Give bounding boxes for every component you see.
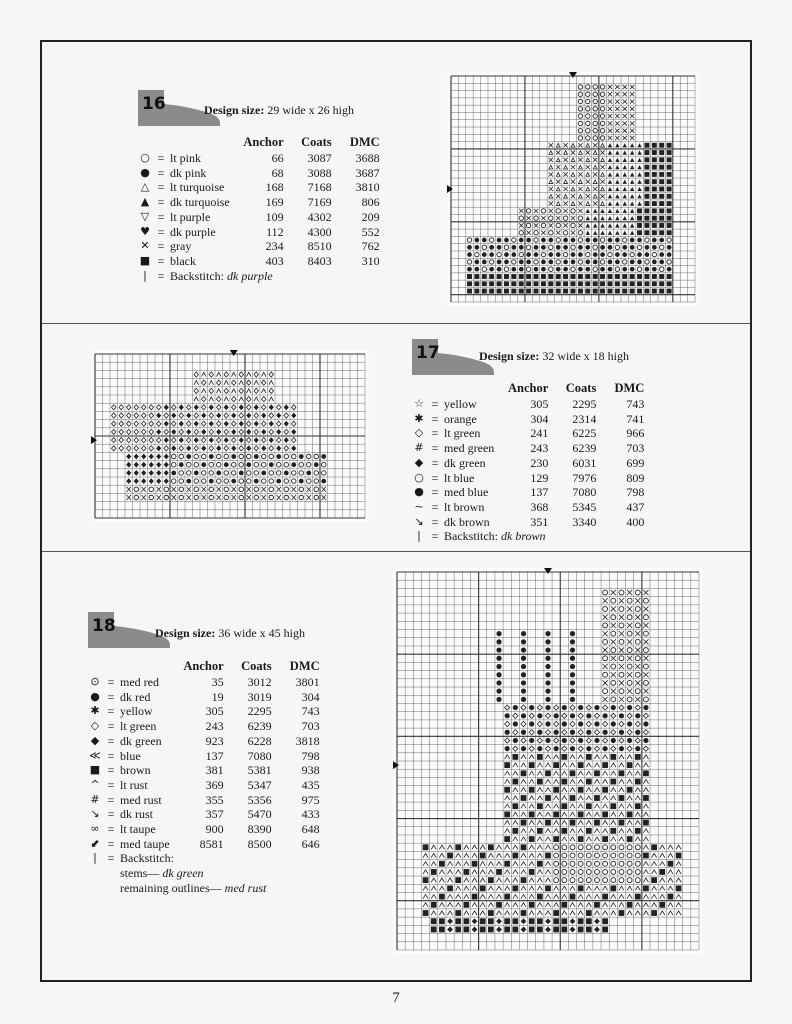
color-name: dk green [120,733,162,748]
dmc-number: 646 [301,836,320,851]
coats-number: 5356 [247,792,272,807]
dmc-number: 699 [626,455,645,470]
color-name: orange [444,411,477,426]
backstitch-label: Backstitch: [170,268,224,283]
stitch-symbol: ⬋ [90,836,100,850]
stitch-symbol: ○ [140,151,150,164]
stitch-symbol: ● [90,689,100,703]
anchor-number: 305 [205,704,224,719]
color-name: brown [120,763,151,778]
anchor-number: 403 [265,253,284,268]
column-header: Anchor [183,659,224,673]
coats-number: 6228 [247,733,272,748]
color-name: dk pink [170,165,207,180]
design-number: 17 [416,343,440,363]
design-number: 16 [142,94,166,114]
coats-number: 5381 [247,763,272,778]
color-row: ✱ = yellow 305 2295 743 [86,704,322,719]
coats-number: 2295 [247,704,272,719]
color-name: dk purple [170,224,216,239]
color-name: lt taupe [120,822,156,837]
color-name: yellow [120,704,153,719]
column-header: Anchor [508,381,549,395]
color-row: # = med rust 355 5356 975 [86,793,322,808]
column-header: DMC [349,135,380,149]
color-row: ↘ = dk brown 351 3340 400 [410,515,646,530]
cross-stitch-chart [447,72,699,306]
coats-number: 8390 [247,822,272,837]
color-name: lt green [444,426,481,441]
dmc-number: 552 [361,224,380,239]
color-row: ◆ = dk green 230 6031 699 [410,456,646,471]
dmc-number: 743 [301,704,320,719]
stitch-symbol: ♥ [140,224,150,238]
dmc-number: 433 [301,807,320,822]
column-header: Coats [241,659,272,673]
coats-number: 5347 [247,777,272,792]
design-size: Design size: 36 wide x 45 high [155,626,305,640]
anchor-number: 19 [211,689,224,704]
coats-number: 8500 [247,836,272,851]
coats-number: 3019 [247,689,272,704]
stitch-symbol: ▽ [140,209,150,223]
color-row: ↘ = dk rust 357 5470 433 [86,807,322,822]
color-name: med blue [444,485,489,500]
color-row: # = med green 243 6239 703 [410,441,646,456]
stitch-symbol: ◇ [90,719,100,733]
backstitch-color: med rust [224,880,267,895]
color-row: ● = dk red 19 3019 304 [86,690,322,705]
anchor-number: 369 [205,777,224,792]
anchor-number: 137 [205,748,224,763]
backstitch-row [86,866,322,881]
backstitch-row: | = Backstitch: dk brown [417,529,546,544]
anchor-number: 137 [530,485,549,500]
dmc-number: 743 [626,397,645,411]
color-name: black [170,253,196,268]
color-row: ● = med blue 137 7080 798 [410,485,646,500]
dmc-number: 809 [626,470,645,485]
anchor-number: 129 [530,470,549,485]
stitch-symbol: ■ [139,253,151,267]
coats-number: 2314 [572,411,597,426]
coats-number: 7976 [572,470,597,485]
dmc-number: 3818 [295,733,320,748]
stitch-symbol: ↘ [414,514,424,528]
anchor-number: 357 [205,807,224,822]
stitch-symbol: ~ [414,499,424,513]
backstitch-label: remaining outlines— [120,880,222,895]
stitch-symbol: ∞ [90,822,100,836]
dmc-number: 3687 [355,165,380,180]
anchor-number: 234 [265,239,284,254]
stitch-symbol: ▲ [140,195,150,209]
dmc-number: 938 [301,763,320,778]
stitch-symbol: ≪ [89,748,101,762]
backstitch-row: | = Backstitch: [93,851,174,866]
coats-number: 7168 [307,180,332,195]
color-row: ○ = lt blue 129 7976 809 [410,471,646,486]
color-row: ^ = lt rust 369 5347 435 [86,778,322,793]
coats-number: 8510 [307,239,332,254]
backstitch-row [86,881,322,896]
color-name: lt rust [120,777,148,792]
anchor-number: 230 [530,455,549,470]
anchor-number: 8581 [199,836,224,851]
section-divider [42,323,750,324]
color-row: ≪ = blue 137 7080 798 [86,749,322,764]
anchor-number: 355 [205,792,224,807]
dmc-number: 648 [301,822,320,837]
color-row: ✕ = gray 234 8510 762 [136,239,382,254]
dmc-number: 3688 [355,151,380,165]
dmc-number: 304 [301,689,320,704]
coats-number: 5345 [572,499,597,514]
dmc-number: 762 [361,239,380,254]
color-name: yellow [444,397,477,411]
cross-stitch-chart [91,350,369,522]
dmc-number: 703 [301,719,320,734]
dmc-number: 3801 [295,675,320,689]
stitch-symbol: ○ [414,470,424,484]
stitch-symbol: ✕ [140,239,150,253]
coats-number: 6225 [572,426,597,441]
anchor-number: 66 [271,151,284,165]
page-number: 7 [392,990,400,1006]
design-number: 18 [92,616,116,636]
color-row: ■ = brown 381 5381 938 [86,763,322,778]
coats-number: 6031 [572,455,597,470]
backstitch-label: stems— [120,866,160,881]
column-header: Anchor [243,135,284,149]
color-name: med red [120,675,159,689]
backstitch-color: dk purple [227,268,273,283]
color-name: dk red [120,689,151,704]
color-name: med green [444,441,495,456]
stitch-symbol: ⊙ [90,675,100,688]
dmc-number: 310 [361,253,380,268]
dmc-number: 966 [626,426,645,441]
stitch-symbol: ● [414,485,424,499]
stitch-symbol: ☆ [414,397,424,410]
backstitch-label: Backstitch: [120,851,174,866]
coats-number: 3088 [307,165,332,180]
color-row: ▽ = lt purple 109 4302 209 [136,210,382,225]
coats-number: 5470 [247,807,272,822]
column-header: Coats [301,135,332,149]
coats-number: 8403 [307,253,332,268]
color-row: ○ = lt pink 66 3087 3688 [136,151,382,166]
color-row: ◇ = lt green 241 6225 966 [410,426,646,441]
color-row: ~ = lt brown 368 5345 437 [410,500,646,515]
anchor-number: 109 [265,209,284,224]
color-name: lt blue [444,470,475,485]
color-name: dk green [444,455,486,470]
color-row: ⊙ = med red 35 3012 3801 [86,675,322,690]
design-size: Design size: 32 wide x 18 high [479,349,629,363]
color-name: lt brown [444,499,485,514]
stitch-symbol: ● [140,165,150,179]
coats-number: 3340 [572,514,597,529]
dmc-number: 400 [626,514,645,529]
color-name: dk turquoise [170,195,230,210]
anchor-number: 168 [265,180,284,195]
dmc-number: 806 [361,195,380,210]
stitch-symbol: ◇ [414,426,424,440]
design-size: Design size: 29 wide x 26 high [204,103,354,117]
coats-number: 6239 [247,719,272,734]
dmc-number: 741 [626,411,645,426]
backstitch-label: Backstitch: [444,529,498,544]
cross-stitch-chart [393,568,703,954]
color-row: ∞ = lt taupe 900 8390 648 [86,822,322,837]
dmc-number: 798 [626,485,645,500]
stitch-symbol: ✱ [90,704,100,718]
anchor-number: 68 [271,165,284,180]
stitch-symbol: △ [140,180,150,194]
color-row: ⬋ = med taupe 8581 8500 646 [86,837,322,852]
color-name: dk brown [444,514,490,529]
stitch-symbol: ◆ [414,455,424,469]
color-key-table [86,659,322,896]
anchor-number: 900 [205,822,224,837]
coats-number: 7080 [247,748,272,763]
color-row: ◇ = lt green 243 6239 703 [86,719,322,734]
stitch-symbol: ■ [89,763,101,777]
stitch-symbol: ↘ [90,807,100,821]
color-row: △ = lt turquoise 168 7168 3810 [136,180,382,195]
anchor-number: 305 [530,397,549,411]
color-name: lt green [120,719,157,734]
column-header: DMC [614,381,645,395]
dmc-number: 209 [361,209,380,224]
coats-number: 7080 [572,485,597,500]
stitch-symbol: # [90,792,100,806]
color-row: ■ = black 403 8403 310 [136,254,382,269]
anchor-number: 169 [265,195,284,210]
dmc-number: 975 [301,792,320,807]
coats-number: 3087 [307,151,332,165]
color-row: ✱ = orange 304 2314 741 [410,412,646,427]
coats-number: 2295 [572,397,597,411]
backstitch-color: dk brown [501,529,546,544]
stitch-symbol: ^ [90,777,100,791]
color-row: ♥ = dk purple 112 4300 552 [136,225,382,240]
dmc-number: 437 [626,499,645,514]
anchor-number: 243 [205,719,224,734]
anchor-number: 381 [205,763,224,778]
coats-number: 7169 [307,195,332,210]
coats-number: 3012 [247,675,272,689]
color-row: ▲ = dk turquoise 169 7169 806 [136,195,382,210]
color-name: dk rust [120,807,153,822]
color-key-table [136,135,382,283]
anchor-number: 112 [266,224,284,239]
coats-number: 4302 [307,209,332,224]
dmc-number: 703 [626,441,645,456]
color-row: ☆ = yellow 305 2295 743 [410,397,646,412]
color-row: ◆ = dk green 923 6228 3818 [86,734,322,749]
coats-number: 4300 [307,224,332,239]
column-header: Coats [565,381,597,395]
color-name: med rust [120,792,162,807]
color-name: gray [170,239,192,254]
stitch-symbol: ✱ [414,411,424,425]
anchor-number: 35 [211,675,224,689]
anchor-number: 351 [530,514,549,529]
anchor-number: 368 [530,499,549,514]
anchor-number: 243 [530,441,549,456]
stitch-symbol: # [414,441,424,455]
color-key-table [410,381,646,544]
backstitch-row: | = Backstitch: dk purple [143,268,273,283]
color-name: lt turquoise [170,180,225,195]
color-row: ● = dk pink 68 3088 3687 [136,166,382,181]
color-name: lt pink [170,151,202,165]
dmc-number: 3810 [355,180,380,195]
color-name: blue [120,748,141,763]
stitch-symbol: ◆ [90,733,100,747]
color-name: med taupe [120,836,170,851]
anchor-number: 304 [530,411,549,426]
dmc-number: 435 [301,777,320,792]
anchor-number: 241 [530,426,549,441]
backstitch-color: dk green [162,866,204,881]
column-header: DMC [289,659,320,673]
coats-number: 6239 [572,441,597,456]
color-name: lt purple [170,209,211,224]
anchor-number: 923 [205,733,224,748]
dmc-number: 798 [301,748,320,763]
section-divider [42,551,750,552]
